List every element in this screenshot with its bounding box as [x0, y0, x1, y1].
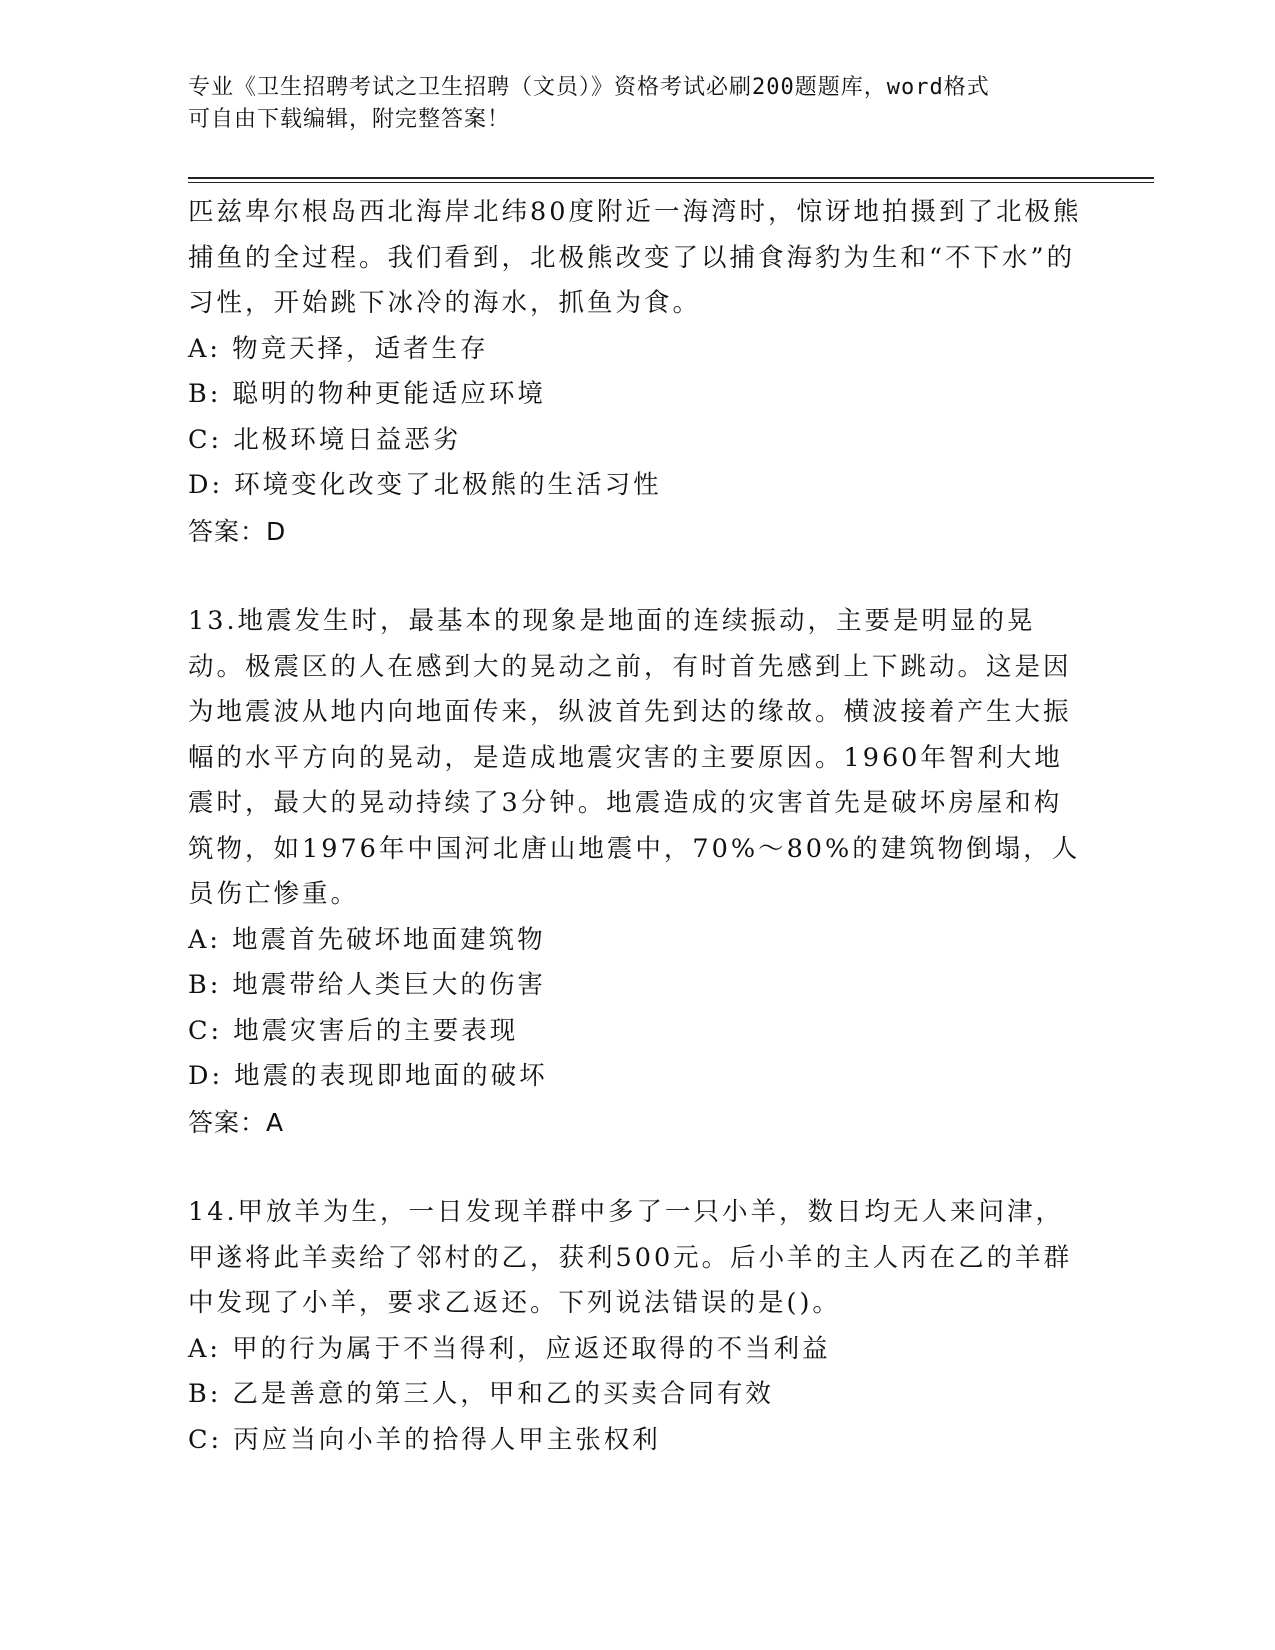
document-body: [188, 190, 1088, 1463]
spacer: [188, 554, 1088, 599]
option-b: B: 地震带给人类巨大的伤害: [188, 970, 546, 1000]
option-c: C: 地震灾害后的主要表现: [188, 1015, 519, 1046]
option-c: C: 北极环境日益恶劣: [188, 424, 462, 455]
question-text: 匹兹卑尔根岛西北海岸北纬80度附近一海湾时，惊讶地拍摄到了北极熊捕鱼的全过程。我们看到，北极熊改变了以捕食海豹为生和“不下水”的习性，开始跳下冰冷的海水，抓鱼为食。: [188, 197, 1082, 318]
header-divider-thin: [188, 182, 1154, 183]
question-block: [188, 190, 1088, 554]
answer-line: 答案：D: [188, 516, 287, 546]
option-b: B: 乙是善意的第三人，甲和乙的买卖合同有效: [188, 1379, 774, 1409]
option-list: [188, 327, 1088, 509]
option-d: D: 地震的表现即地面的破坏: [188, 1061, 548, 1091]
option-list: [188, 918, 1088, 1100]
option-c: C: 丙应当向小羊的拾得人甲主张权利: [188, 1424, 661, 1455]
option-list: [188, 1327, 1088, 1464]
header-divider-thick: [188, 177, 1154, 179]
question-block: [188, 1190, 1088, 1463]
question-block: [188, 599, 1088, 1145]
header-line-1: 专业《卫生招聘考试之卫生招聘（文员）》资格考试必刷200题题库，word格式: [188, 75, 990, 100]
question-text: 13.地震发生时，最基本的现象是地面的连续振动，主要是明显的晃动。极震区的人在感到大的晃动之前，有时首先感到上下跳动。这是因为地震波从地内向地面传来，纵波首先到达的缘故。横波接着产生大振幅的水平方向的晃动，是造成地震灾害的主要原因。1960年智利大地震时，最大的晃动持续了3分钟。地震造成的灾害首先是破坏房屋和构筑物，如1976年中国河北唐山地震中，70%～80%的建筑物倒塌，人员伤亡惨重。: [188, 606, 1081, 909]
option-b: B: 聪明的物种更能适应环境: [188, 379, 546, 409]
answer-line: 答案：A: [188, 1107, 285, 1137]
header-line-2: 可自由下载编辑，附完整答案！: [188, 107, 511, 132]
option-d: D: 环境变化改变了北极熊的生活习性: [188, 470, 662, 500]
question-text: 14.甲放羊为生，一日发现羊群中多了一只小羊，数日均无人来问津，甲遂将此羊卖给了邻村的乙，获利500元。后小羊的主人丙在乙的羊群中发现了小羊，要求乙返还。下列说法错误的是()。: [188, 1197, 1073, 1318]
option-a: A: 甲的行为属于不当得利，应返还取得的不当利益: [188, 1333, 831, 1364]
spacer: [188, 1145, 1088, 1190]
option-a: A: 地震首先破坏地面建筑物: [188, 924, 546, 955]
document-header: [188, 72, 1088, 136]
option-a: A: 物竞天择，适者生存: [188, 333, 489, 364]
